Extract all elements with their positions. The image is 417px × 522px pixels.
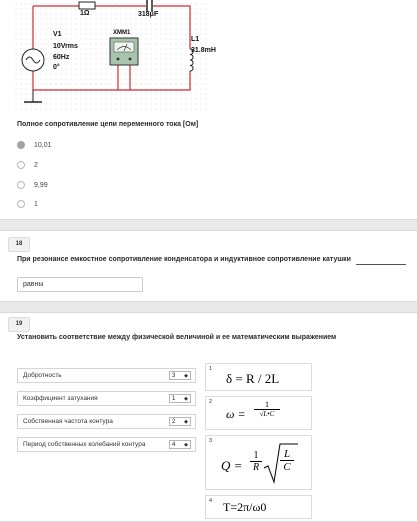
match-row [17,437,196,452]
fraction-denominator: C [283,461,291,473]
option-label: 10,01 [34,141,52,149]
source-voltage-label: 10Vrms [53,43,78,50]
question-17-card [0,0,417,220]
formula-damping: δ = R / 2L [226,371,280,386]
formula-number: 3 [209,438,213,444]
formula-option [205,363,312,391]
match-select[interactable] [169,394,191,403]
select-value: 4 [172,442,176,448]
match-row [17,368,196,383]
question-18-card [0,230,417,302]
question-19-card [0,312,417,522]
multimeter-label: XMM1 [113,30,131,36]
fraction-numerator: L [280,448,294,461]
formula-number: 4 [209,498,213,504]
answer-option[interactable] [17,198,38,210]
formula-option [205,495,312,519]
match-item-label: Коэффициент затухания [23,395,98,402]
answer-blank-line [356,264,406,265]
answer-option[interactable] [17,179,48,191]
question-number-badge: 19 [8,317,30,332]
question-18-text: При резонансе емкостное сопротивление конденсатора и индуктивное сопротивление катушки [17,256,351,263]
option-label: 2 [34,161,38,169]
select-arrow-icon: ◆ [184,373,188,379]
formula-fraction [254,400,280,418]
radio-button[interactable] [17,141,25,149]
question-17-text: Полное сопротивление цепи переменного тока [Ом] [17,121,199,128]
match-row [17,414,196,429]
match-select[interactable] [169,440,191,449]
question-19-text: Установить соответствие между физической величиной и ее математическим выражением [17,334,337,341]
formula-option [205,435,312,490]
match-item-label: Собственная частота контура [23,418,113,425]
select-value: 2 [172,419,176,425]
capacitor-label: 318μF [138,11,159,18]
formula-quality-lhs: Q = [221,458,243,473]
answer-input[interactable]: равны [17,277,143,292]
select-arrow-icon: ◆ [184,442,188,448]
select-arrow-icon: ◆ [184,419,188,425]
match-item-label: Добротность [23,372,62,379]
fraction-denominator: R [252,462,260,473]
formula-number: 1 [209,366,213,372]
select-value: 1 [172,396,176,402]
resistor-label: 1Ω [80,10,90,17]
inductor-value-label: 31.8mH [191,47,216,54]
select-value: 3 [172,373,176,379]
match-item-label: Период собственных колебаний контура [23,441,146,448]
fraction-denominator: √L•C [259,410,275,418]
radio-button[interactable] [17,161,25,169]
formula-option [205,396,312,430]
match-row [17,391,196,406]
formula-fraction [250,450,262,473]
question-number-badge: 18 [8,237,30,252]
formula-period: T=2π/ω0 [223,500,267,514]
source-phase-label: 0° [53,64,60,71]
answer-option[interactable] [17,139,52,151]
radio-button[interactable] [17,200,25,208]
option-label: 1 [34,200,38,208]
formula-number: 2 [209,399,213,405]
fraction-numerator: 1 [250,450,262,462]
root-fraction [280,448,294,473]
formula-frequency-lhs: ω = [226,407,246,421]
source-name-label: V1 [53,31,62,38]
source-frequency-label: 60Hz [53,54,70,61]
select-arrow-icon: ◆ [184,396,188,402]
option-label: 9,99 [34,181,48,189]
resistor-symbol [79,2,95,9]
match-select[interactable] [169,371,191,380]
inductor-name-label: L1 [191,36,200,43]
match-select[interactable] [169,417,191,426]
fraction-numerator: 1 [254,400,280,410]
radio-button[interactable] [17,181,25,189]
answer-option[interactable] [17,159,38,171]
